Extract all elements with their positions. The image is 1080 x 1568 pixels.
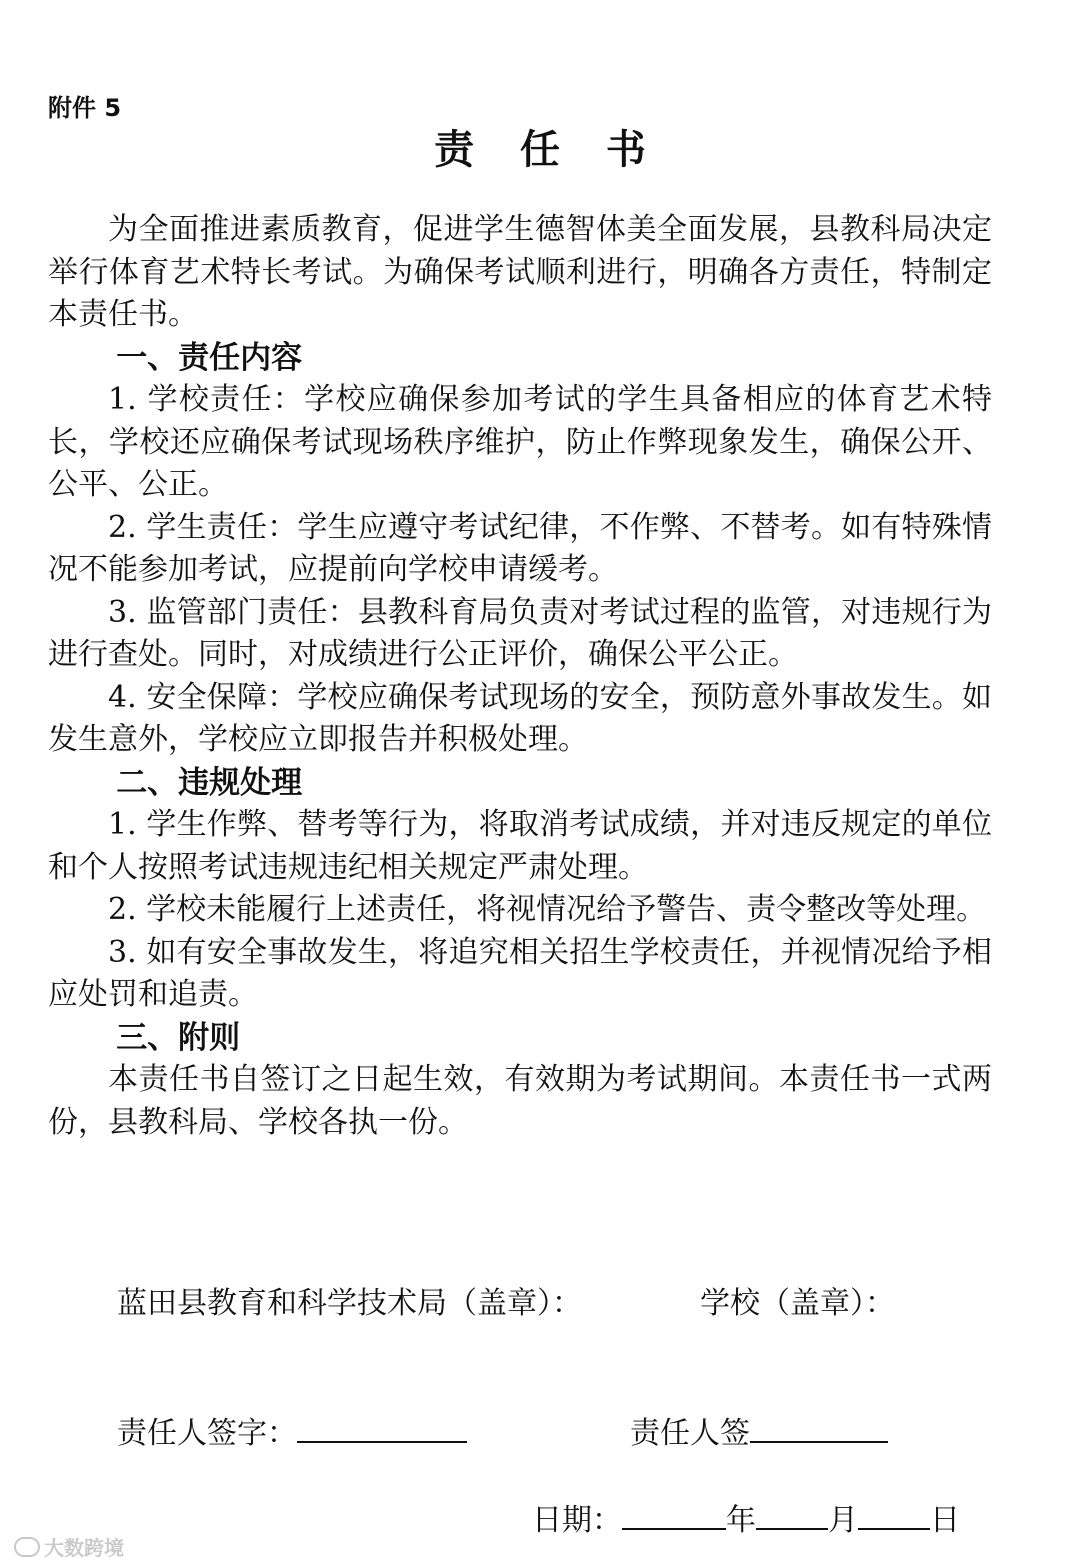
watermark-logo-icon	[14, 1537, 40, 1557]
list-item: 3. 如有安全事故发生，将追究相关招生学校责任，并视情况给予相应处罚和追责。	[48, 934, 992, 1012]
intro-paragraph: 为全面推进素质教育，促进学生德智体美全面发展，县教科局决定举行体育艺术特长考试。为确保考试顺利进行，明确各方责任，特制定本责任书。	[48, 212, 992, 332]
bureau-seal-line: 蓝田县教育和科学技术局（盖章）：	[117, 1286, 582, 1321]
document-body	[48, 209, 992, 1144]
list-item: 2. 学生责任：学生应遵守考试纪律，不作弊、不替考。如有特殊情况不能参加考试，应提前向学校申请缓考。	[48, 509, 992, 587]
section-heading-violations: 二、违规处理	[116, 764, 303, 801]
list-item: 4. 安全保障：学校应确保考试现场的安全，预防意外事故发生。如发生意外，学校应立即报告并积极处理。	[48, 679, 992, 757]
watermark-text: 大数跨境	[44, 1536, 124, 1560]
supplementary-paragraph: 本责任书自签订之日起生效，有效期为考试期间。本责任书一式两份，县教科局、学校各执一份。	[48, 1062, 992, 1140]
list-item: 1. 学生作弊、替考等行为，将取消考试成绩，并对违反规定的单位和个人按照考试违规违纪相关规定严肃处理。	[48, 807, 992, 885]
date-month-label: 月	[828, 1503, 858, 1538]
date-year-blank[interactable]	[622, 1498, 726, 1530]
date-row	[532, 1498, 960, 1542]
signature-left-label: 责任人签字：	[117, 1416, 297, 1451]
attachment-label: 附件 5	[48, 94, 122, 122]
date-month-blank[interactable]	[756, 1498, 828, 1530]
watermark	[14, 1532, 124, 1561]
date-day-blank[interactable]	[858, 1498, 930, 1530]
list-item: 3. 监管部门责任：县教科育局负责对考试过程的监管，对违规行为进行查处。同时，对成绩进行公正评价，确保公平公正。	[48, 594, 992, 672]
date-year-label: 年	[726, 1503, 756, 1538]
signature-left-row	[117, 1411, 467, 1455]
date-label: 日期：	[532, 1503, 622, 1538]
signature-left-blank[interactable]	[297, 1411, 467, 1443]
signature-right-label: 责任人签	[630, 1416, 750, 1451]
list-item: 2. 学校未能履行上述责任，将视情况给予警告、责令整改等处理。	[108, 892, 987, 927]
school-seal-line: 学校（盖章）：	[700, 1286, 895, 1321]
document-title: 责 任 书	[434, 127, 662, 173]
date-day-label: 日	[930, 1503, 960, 1538]
signature-right-blank[interactable]	[750, 1411, 888, 1443]
signature-right-row	[630, 1411, 888, 1455]
list-item: 1. 学校责任：学校应确保参加考试的学生具备相应的体育艺术特长，学校还应确保考试现场秩序维护，防止作弊现象发生，确保公开、公平、公正。	[48, 382, 992, 502]
section-heading-responsibilities: 一、责任内容	[116, 339, 303, 376]
section-heading-supplementary: 三、附则	[116, 1019, 241, 1056]
